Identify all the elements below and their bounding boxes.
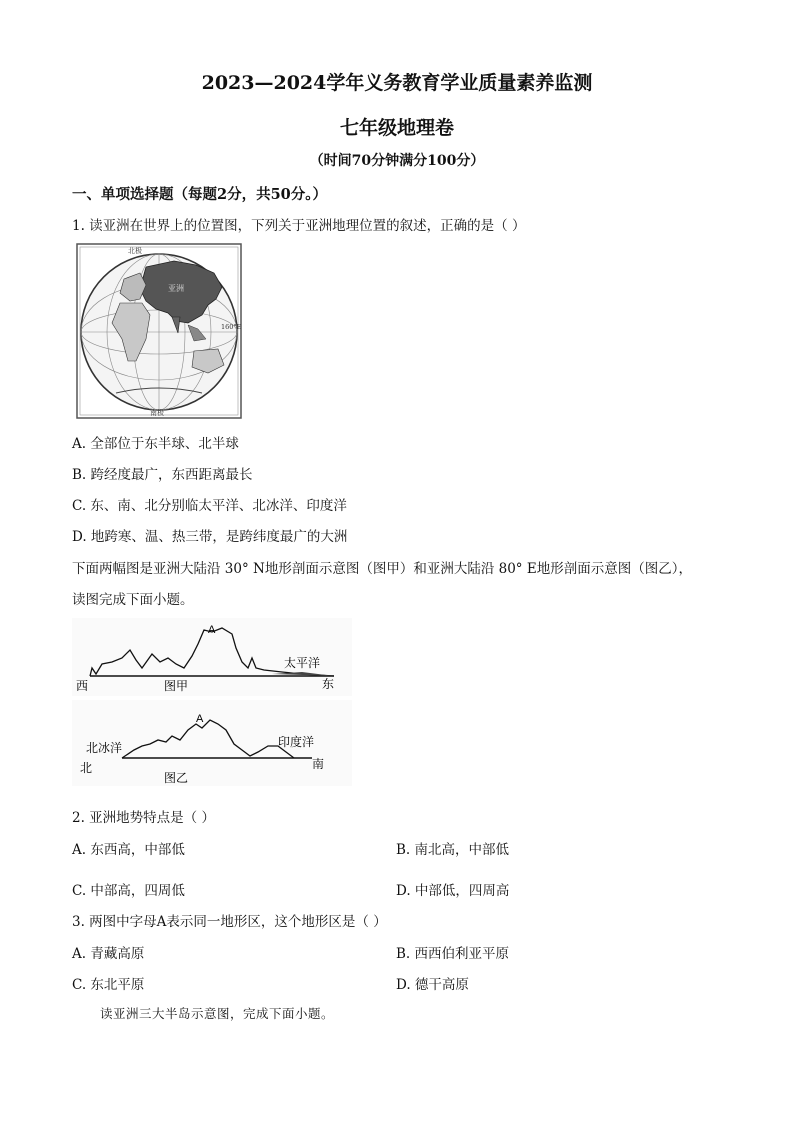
q2-option-d: D. 中部低，四周高 xyxy=(396,883,510,899)
q2-option-c: C. 中部高，四周低 xyxy=(72,883,185,899)
profile-jia-west-label: 西 xyxy=(76,679,89,693)
meridian-label: 160°E xyxy=(221,323,242,331)
q2-option-a: A. 东西高，中部低 xyxy=(72,842,185,858)
q1-option-a: A. 全部位于东半球、北半球 xyxy=(72,436,239,452)
profile-yi-indian-label: 印度洋 xyxy=(278,735,315,749)
question-2-stem: 2. 亚洲地势特点是（ ） xyxy=(72,810,215,826)
profile-jia-peak-label: A xyxy=(208,624,216,636)
profile-yi-peak-label: A xyxy=(196,713,204,725)
profile-yi-caption: 图乙 xyxy=(164,771,189,785)
profile-jia-caption: 图甲 xyxy=(164,679,189,693)
profile-yi-north-label: 北 xyxy=(80,761,93,775)
asia-label: 亚洲 xyxy=(168,284,184,293)
q3-option-c: C. 东北平原 xyxy=(72,977,145,993)
north-pole-label: 北极 xyxy=(128,247,142,255)
q2-option-b: B. 南北高，中部低 xyxy=(396,842,510,858)
asia-globe-map xyxy=(76,243,242,419)
profile-yi-south-label: 南 xyxy=(312,757,325,771)
south-pole-label: 南极 xyxy=(150,409,164,417)
q3-option-b: B. 西西伯利亚平原 xyxy=(396,946,510,962)
profile-jia-east-label: 东 xyxy=(322,677,335,691)
exam-subtitle: 七年级地理卷 xyxy=(339,117,454,139)
time-note: （时间70分钟满分100分） xyxy=(309,153,485,169)
section-heading: 一、单项选择题（每题2分，共50分。） xyxy=(72,186,328,203)
profile-yi-arctic-label: 北冰洋 xyxy=(86,741,123,755)
profile-figure-jia xyxy=(72,618,352,696)
q3-option-a: A. 青藏高原 xyxy=(72,946,145,962)
q1-option-c: C. 东、南、北分别临太平洋、北冰洋、印度洋 xyxy=(72,498,347,514)
intro-peninsulas: 读亚洲三大半岛示意图，完成下面小题。 xyxy=(100,1006,335,1021)
intro-profiles-line1: 下面两幅图是亚洲大陆沿 30° N地形剖面示意图（图甲）和亚洲大陆沿 80° E地形剖面示意图（图乙）， xyxy=(72,561,692,577)
exam-title: 2023—2024学年义务教育学业质量素养监测 xyxy=(201,72,593,94)
question-3-stem: 3. 两图中字母A表示同一地形区，这个地形区是（ ） xyxy=(72,914,387,930)
q1-option-d: D. 地跨寒、温、热三带，是跨纬度最广的大洲 xyxy=(72,529,348,545)
question-1-stem: 1. 读亚洲在世界上的位置图，下列关于亚洲地理位置的叙述，正确的是（ ） xyxy=(72,218,526,234)
q1-option-b: B. 跨经度最广，东西距离最长 xyxy=(72,467,253,483)
q3-option-d: D. 德干高原 xyxy=(396,977,469,993)
profile-jia-ocean-label: 太平洋 xyxy=(284,656,321,670)
profile-figure-yi xyxy=(72,700,352,786)
intro-profiles-line2: 读图完成下面小题。 xyxy=(72,592,194,608)
